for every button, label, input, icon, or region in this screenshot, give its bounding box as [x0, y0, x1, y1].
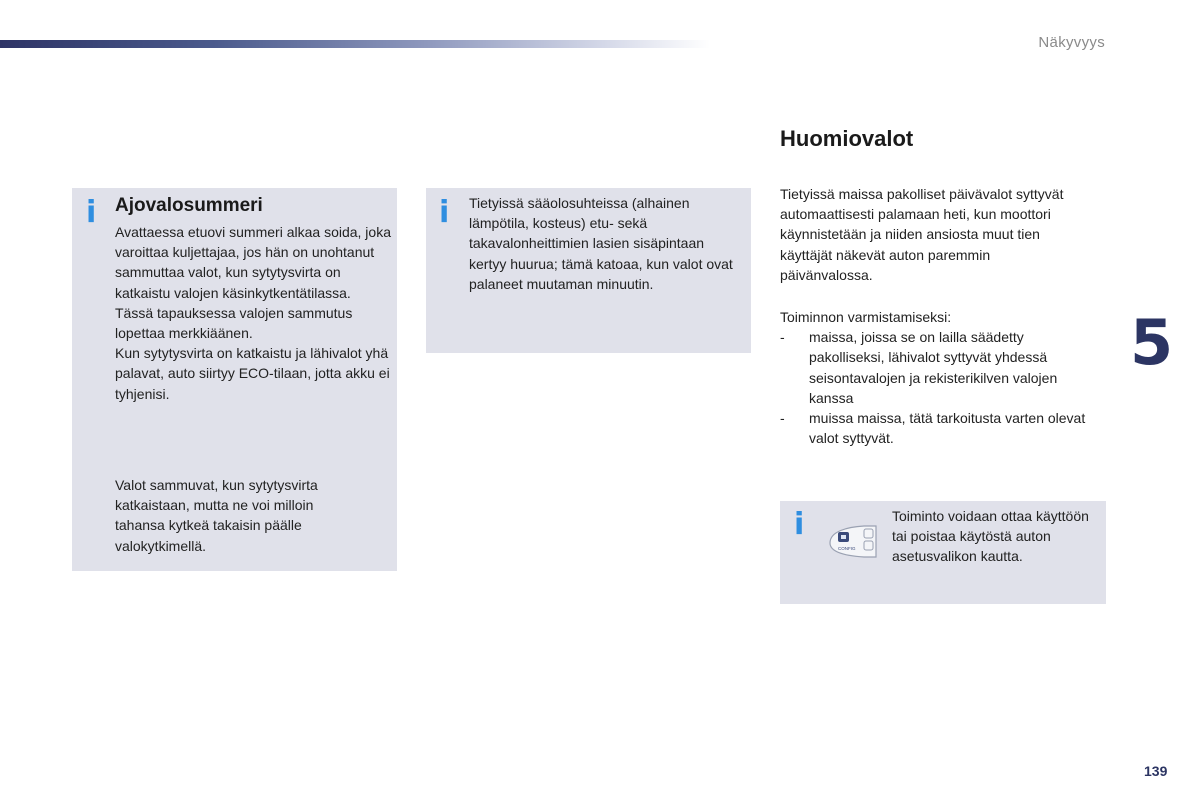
box-title: Ajovalosummeri	[115, 195, 263, 216]
dash-bullet: -	[780, 410, 785, 427]
note-text: Toiminto voidaan ottaa käyttöön tai poistaa käytöstä auton asetusvalikon kautta.	[892, 508, 1089, 565]
steering-control-icon	[824, 521, 880, 561]
paragraph: Avattaessa etuovi summeri alkaa soida, joka varoittaa kuljettajaa, jos hän on unohtanut sammuttaa valot, kun sytytysvirta on katkaistu valojen käsinkytkentätilassa.	[115, 224, 391, 301]
paragraph: Tässä tapauksessa valojen sammutus lopettaa merkkiäänen.	[115, 304, 353, 342]
paragraph: Valot sammuvat, kun sytytysvirta katkaistaan, mutta ne voi milloin tahansa kytkeä takaisin päälle valokytkimellä.	[115, 477, 318, 554]
info-icon: i	[439, 195, 450, 230]
info-icon: i	[794, 507, 805, 542]
dash-bullet: -	[780, 329, 785, 346]
list-item	[780, 408, 1095, 448]
intro-paragraph: Tietyissä maissa pakolliset päivävalot syttyvät automaattisesti palamaan heti, kun moottori käynnistetään ja niiden ansiosta muut tien käyttäjät näkevät auton paremmin päivänvalossa.	[780, 186, 1064, 283]
chapter-number: 5	[1130, 306, 1174, 379]
bullet-list	[780, 327, 1095, 448]
list-item-text: maissa, joissa se on lailla säädetty pakolliseksi, lähivalot syttyvät yhdessä seisontavalojen ja rekisterikilven valojen kanssa	[809, 329, 1058, 406]
control-label: CONFIG	[838, 546, 856, 551]
paragraph: Kun sytytysvirta on katkaistu ja lähivalot yhä palavat, auto siirtyy ECO-tilaan, jotta akku ei tyhjenisi.	[115, 345, 390, 402]
info-box-settings	[780, 501, 1106, 604]
list-item-text: muissa maissa, tätä tarkoitusta varten olevat valot syttyvät.	[809, 410, 1086, 447]
page-number: 139	[1144, 763, 1168, 779]
info-icon: i	[86, 195, 97, 230]
page-heading: Huomiovalot	[780, 126, 914, 151]
info-box-condensation	[426, 188, 751, 353]
check-title: Toiminnon varmistamiseksi:	[780, 309, 952, 325]
box-paragraphs	[115, 222, 395, 404]
check-section	[780, 307, 1095, 448]
list-item	[780, 327, 1095, 408]
section-title: Näkyvyys	[1038, 34, 1105, 51]
header-gradient-bar	[0, 40, 710, 48]
info-box-light-buzzer	[72, 188, 397, 571]
note-text: Tietyissä sääolosuhteissa (alhainen lämpötila, kosteus) etu- sekä takavalonheittimien lasien sisäpintaan kertyy huurua; tämä katoaa, kun valot ovat palaneet muutaman minuutin.	[469, 195, 733, 292]
